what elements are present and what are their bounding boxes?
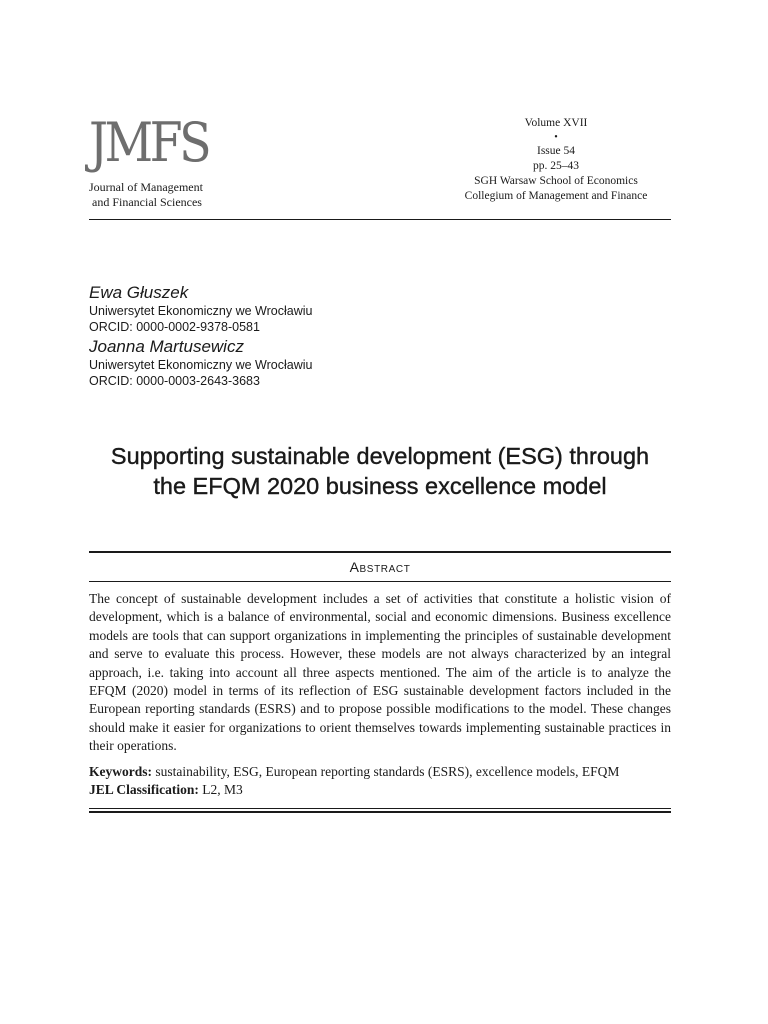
author-affiliation: Uniwersytet Ekonomiczny we Wrocławiu bbox=[89, 304, 313, 318]
author-entry bbox=[89, 283, 671, 335]
author-list bbox=[89, 283, 671, 389]
article-first-page bbox=[89, 110, 671, 813]
jel-line bbox=[89, 781, 671, 799]
bullet-separator: • bbox=[554, 132, 558, 143]
pages-label: pp. 25–43 bbox=[533, 160, 579, 172]
keywords-label: Keywords: bbox=[89, 763, 152, 779]
abstract-bottom-rule bbox=[89, 808, 671, 813]
keywords-value: sustainability, ESG, European reporting standards (ESRS), excellence models, EFQM bbox=[155, 763, 620, 779]
author-affiliation: Uniwersytet Ekonomiczny we Wrocławiu bbox=[89, 358, 313, 372]
author-entry bbox=[89, 337, 671, 389]
author-orcid: ORCID: 0000-0002-9378-0581 bbox=[89, 320, 260, 334]
jel-value: L2, M3 bbox=[202, 781, 243, 797]
college-label: Collegium of Management and Finance bbox=[464, 190, 648, 202]
journal-name-line1: Journal of Management bbox=[89, 180, 203, 194]
abstract-section bbox=[89, 551, 671, 813]
journal-name-line2: and Financial Sciences bbox=[92, 195, 202, 209]
jel-label: JEL Classification: bbox=[89, 781, 199, 797]
volume-label: Volume XVII bbox=[524, 117, 588, 129]
journal-logo-block bbox=[89, 111, 224, 210]
journal-logo: JMFS bbox=[89, 111, 209, 174]
author-name: Ewa Głuszek bbox=[89, 283, 189, 302]
journal-name bbox=[89, 180, 224, 210]
keywords-line bbox=[89, 763, 671, 781]
abstract-body: The concept of sustainable development includes a set of activities that constitute a holistic vision of development, which is a balance of environmental, social and economic dimensions. Business excellence models are tools that can support organizations in implementing the principles of sustainable development and serve to evaluate this process. However, these models are not always characterized by an integral approach, i.e. taking into account all three aspects mentioned. The aim of the article is to analyze the EFQM (2020) model in terms of its reflection of ESG sustainable development factors included in the European reporting standards (ESRS) and to propose possible modifications to the model. These changes should make it easier for organizations to orient themselves towards implementing sustainable practices in their operations. bbox=[89, 591, 671, 754]
abstract-heading: Abstract bbox=[89, 553, 671, 582]
article-title: Supporting sustainable development (ESG) through the EFQM 2020 business excellence model bbox=[110, 443, 650, 499]
issue-label: Issue 54 bbox=[536, 145, 575, 157]
author-name: Joanna Martusewicz bbox=[89, 337, 244, 356]
journal-header bbox=[89, 110, 671, 220]
author-orcid: ORCID: 0000-0003-2643-3683 bbox=[89, 374, 260, 388]
issue-meta bbox=[441, 116, 671, 204]
institution-label: SGH Warsaw School of Economics bbox=[474, 175, 638, 187]
